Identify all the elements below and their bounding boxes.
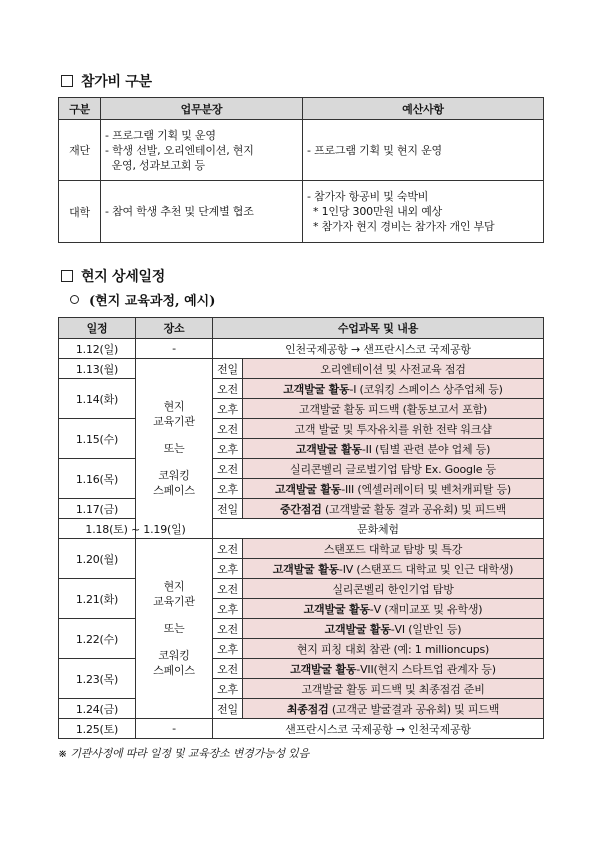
- content-cell: [243, 659, 544, 679]
- content-cell: 현지 피칭 대회 참관 (예: 1 millioncups): [243, 639, 544, 659]
- section-title-text: 참가비 구분: [81, 74, 152, 90]
- period-cell: 전일: [213, 359, 243, 379]
- table-header-row: [59, 98, 544, 120]
- date-cell: 1.25(토): [59, 719, 136, 739]
- table-row: [59, 539, 544, 559]
- period-cell: 전일: [213, 499, 243, 519]
- activity-detail: -IV (스탠포드 대학교 및 인근 대학생): [338, 562, 514, 576]
- activity-bold: 고객발굴 활동: [290, 662, 357, 676]
- section-title-fees: [61, 71, 152, 91]
- activity-bold: 고객발굴 활동: [283, 382, 350, 396]
- budget-line: - 참가자 항공비 및 숙박비: [307, 190, 429, 203]
- budget-line: * 참가자 현지 경비는 참가자 개인 부담: [313, 220, 495, 233]
- period-cell: 오전: [213, 419, 243, 439]
- content-cell: [243, 599, 544, 619]
- header-duties: 업무분장: [101, 98, 303, 120]
- place-line: 또는: [163, 622, 185, 635]
- period-cell: 전일: [213, 699, 243, 719]
- period-cell: 오후: [213, 399, 243, 419]
- table-row: [59, 359, 544, 379]
- content-cell: 실리콘벨리 한인기업 탐방: [243, 579, 544, 599]
- table-row: [59, 579, 544, 599]
- activity-bold: 중간점검: [279, 502, 322, 516]
- date-cell: 1.22(수): [59, 619, 136, 659]
- date-cell: 1.16(목): [59, 459, 136, 499]
- table-row: [59, 719, 544, 739]
- header-budget: 예산사항: [303, 98, 544, 120]
- activity-detail: -III (엑셀러레이터 및 벤처캐피탈 등): [341, 482, 511, 496]
- table-row: [59, 619, 544, 639]
- place-cell: [136, 359, 213, 539]
- activity-detail: (고객군 발굴결과 공유회) 및 피드백: [328, 702, 500, 716]
- table-row: [59, 339, 544, 359]
- schedule-table: [58, 317, 544, 739]
- subsection-title: [70, 290, 215, 309]
- activity-bold: 고객발굴 활동: [303, 602, 370, 616]
- content-cell: 인천국제공항 → 샌프란시스코 국제공항: [213, 339, 544, 359]
- period-cell: 오전: [213, 379, 243, 399]
- table-row: [59, 459, 544, 479]
- place-line: 코워킹: [158, 469, 190, 482]
- duty-line: - 프로그램 기획 및 운영: [105, 128, 216, 142]
- date-cell: 1.20(월): [59, 539, 136, 579]
- table-row: [59, 519, 544, 539]
- date-cell: 1.14(화): [59, 379, 136, 419]
- duties-cell: [101, 181, 303, 243]
- content-cell: [243, 379, 544, 399]
- circle-bullet-icon: [70, 295, 79, 304]
- table-row: [59, 379, 544, 399]
- budget-line: * 1인당 300만원 내외 예상: [313, 205, 443, 218]
- period-cell: 오후: [213, 439, 243, 459]
- budget-cell: [303, 181, 544, 243]
- content-cell: 오리엔테이션 및 사전교육 점검: [243, 359, 544, 379]
- duty-line: - 학생 선발, 오리엔테이션, 현지: [105, 143, 254, 157]
- content-cell: [243, 699, 544, 719]
- activity-bold: 고객발굴 활동: [324, 622, 391, 636]
- content-cell: 샌프란시스코 국제공항 → 인천국제공항: [213, 719, 544, 739]
- place-line: 또는: [163, 442, 185, 455]
- activity-detail: -V (재미교포 및 유학생): [369, 602, 483, 616]
- checkbox-square-icon: [61, 270, 73, 282]
- date-cell: 1.13(월): [59, 359, 136, 379]
- period-cell: 오전: [213, 659, 243, 679]
- place-line: 스페이스: [153, 484, 195, 497]
- checkbox-square-icon: [61, 75, 73, 87]
- table-row: [59, 419, 544, 439]
- activity-bold: 고객발굴 활동: [295, 442, 362, 456]
- content-cell: 고객발굴 활동 피드백 및 최종점검 준비: [243, 679, 544, 699]
- period-cell: 오후: [213, 679, 243, 699]
- subsection-title-text: (현지 교육과정, 예시): [89, 294, 216, 309]
- place-cell: -: [136, 339, 213, 359]
- activity-bold: 고객발굴 활동: [275, 482, 342, 496]
- activity-detail: (고객발굴 활동 결과 공유회) 및 피드백: [321, 502, 507, 516]
- date-cell: 1.23(목): [59, 659, 136, 699]
- content-cell: 고객발굴 활동 피드백 (활동보고서 포함): [243, 399, 544, 419]
- budget-cell: [303, 120, 544, 181]
- table-row: [59, 181, 544, 243]
- place-line: 코워킹: [158, 649, 190, 662]
- content-cell: [243, 559, 544, 579]
- row-label: 대학: [59, 181, 101, 243]
- content-cell: [243, 439, 544, 459]
- fee-table: [58, 97, 544, 243]
- content-cell: [243, 619, 544, 639]
- duties-cell: [101, 120, 303, 181]
- place-line: 교육기관: [153, 595, 195, 608]
- date-cell: 1.24(금): [59, 699, 136, 719]
- header-content: 수업과목 및 내용: [213, 318, 544, 339]
- place-line: 교육기관: [153, 415, 195, 428]
- period-cell: 오후: [213, 479, 243, 499]
- row-label: 재단: [59, 120, 101, 181]
- content-cell: 문화체험: [213, 519, 544, 539]
- period-cell: 오전: [213, 459, 243, 479]
- table-row: [59, 659, 544, 679]
- date-cell: 1.21(화): [59, 579, 136, 619]
- place-line: 현지: [163, 400, 185, 413]
- activity-detail: -I (코워킹 스페이스 상주업체 등): [349, 382, 503, 396]
- duty-line: 운영, 성과보고회 등: [105, 158, 205, 172]
- table-header-row: [59, 318, 544, 339]
- table-row: [59, 120, 544, 181]
- content-cell: 실리콘벨리 글로벌기업 탐방 Ex. Google 등: [243, 459, 544, 479]
- place-cell: -: [136, 719, 213, 739]
- content-cell: 고객 발굴 및 투자유치를 위한 전략 워크샵: [243, 419, 544, 439]
- footnote: ※ 기관사정에 따라 일정 및 교육장소 변경가능성 있음: [58, 747, 310, 760]
- place-cell: [136, 539, 213, 719]
- date-cell: 1.12(일): [59, 339, 136, 359]
- content-cell: 스탠포드 대학교 탐방 및 특강: [243, 539, 544, 559]
- activity-bold: 최종점검: [286, 702, 329, 716]
- period-cell: 오전: [213, 579, 243, 599]
- activity-detail: -II (팀별 관련 분야 업체 등): [361, 442, 491, 456]
- date-cell: 1.18(토) ~ 1.19(일): [59, 519, 213, 539]
- table-row: [59, 499, 544, 519]
- activity-bold: 고객발굴 활동: [272, 562, 339, 576]
- section-title-schedule: [61, 266, 165, 286]
- period-cell: 오후: [213, 639, 243, 659]
- period-cell: 오후: [213, 559, 243, 579]
- header-date: 일정: [59, 318, 136, 339]
- activity-detail: -VII(현지 스타트업 관계자 등): [356, 662, 496, 676]
- date-cell: 1.15(수): [59, 419, 136, 459]
- content-cell: [243, 479, 544, 499]
- period-cell: 오후: [213, 599, 243, 619]
- table-row: [59, 699, 544, 719]
- period-cell: 오전: [213, 619, 243, 639]
- activity-detail: -VI (일반인 등): [390, 622, 462, 636]
- header-place: 장소: [136, 318, 213, 339]
- period-cell: 오전: [213, 539, 243, 559]
- section-title-text: 현지 상세일정: [81, 269, 165, 285]
- duty-line: - 참여 학생 추천 및 단계별 협조: [105, 205, 254, 218]
- date-cell: 1.17(금): [59, 499, 136, 519]
- content-cell: [243, 499, 544, 519]
- place-line: 현지: [163, 580, 185, 593]
- header-category: 구분: [59, 98, 101, 120]
- budget-line: - 프로그램 기획 및 현지 운영: [307, 143, 442, 157]
- place-line: 스페이스: [153, 664, 195, 677]
